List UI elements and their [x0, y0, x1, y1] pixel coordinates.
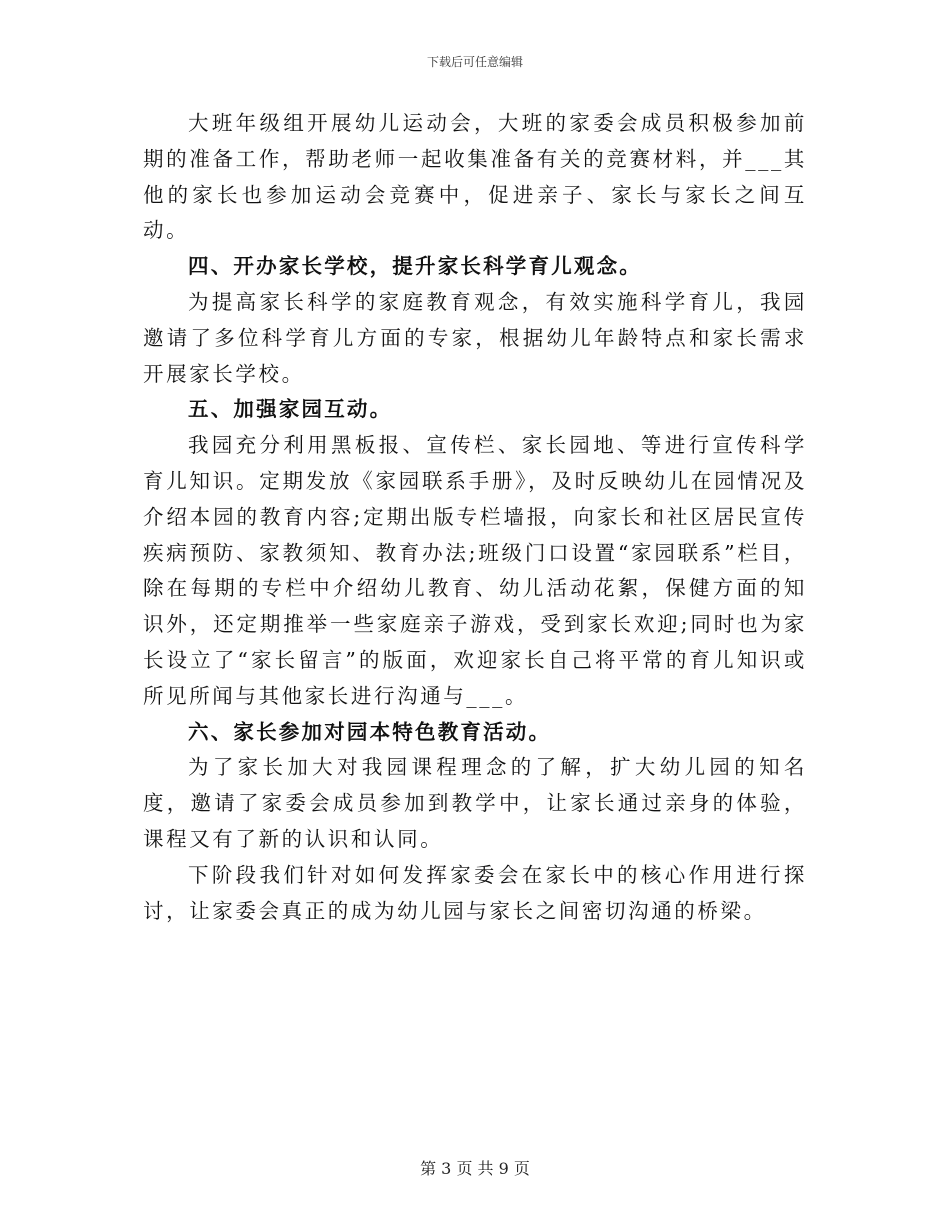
page-header-note: 下载后可任意编辑	[426, 55, 523, 69]
section-heading-featured-activities: 六、家长参加对园本特色教育活动。	[188, 719, 552, 744]
document-body	[143, 106, 807, 929]
paragraph-featured-activities: 为了家长加大对我园课程理念的了解，扩大幼儿园的知名度，邀请了家委会成员参加到教学中，让家长通过亲身的体验，课程又有了新的认识和认同。	[143, 755, 807, 851]
paragraph-home-school-interaction: 我园充分利用黑板报、宣传栏、家长园地、等进行宣传科学育儿知识。定期发放《家园联系手册》，及时反映幼儿在园情况及介绍本园的教育内容;定期出版专栏墙报，向家长和社区居民宣传疾病预防、家教须知、教育办法;班级门口设置“家园联系”栏目，除在每期的专栏中介绍幼儿教育、幼儿活动花絮，保健方面的知识外，还定期推举一些家庭亲子游戏，受到家长欢迎;同时也为家长设立了“家长留言”的版面，欢迎家长自己将平常的育儿知识或所见所闻与其他家长进行沟通与___。	[143, 433, 807, 708]
section-heading-parent-school: 四、开办家长学校，提升家长科学育儿观念。	[188, 254, 642, 279]
paragraph-parent-school: 为提高家长科学的家庭教育观念，有效实施科学育儿，我园邀请了多位科学育儿方面的专家，根据幼儿年龄特点和家长需求开展家长学校。	[143, 289, 807, 386]
paragraph-next-stage: 下阶段我们针对如何发挥家委会在家长中的核心作用进行探讨，让家委会真正的成为幼儿园与家长之间密切沟通的桥梁。	[143, 862, 807, 923]
paragraph-sports-meet: 大班年级组开展幼儿运动会，大班的家委会成员积极参加前期的准备工作，帮助老师一起收集准备有关的竞赛材料，并___其他的家长也参加运动会竞赛中，促进亲子、家长与家长之间互动。	[143, 111, 807, 243]
page-number: 第 3 页 共 9 页	[420, 1159, 530, 1178]
section-heading-home-school-interaction: 五、加强家园互动。	[188, 397, 393, 422]
